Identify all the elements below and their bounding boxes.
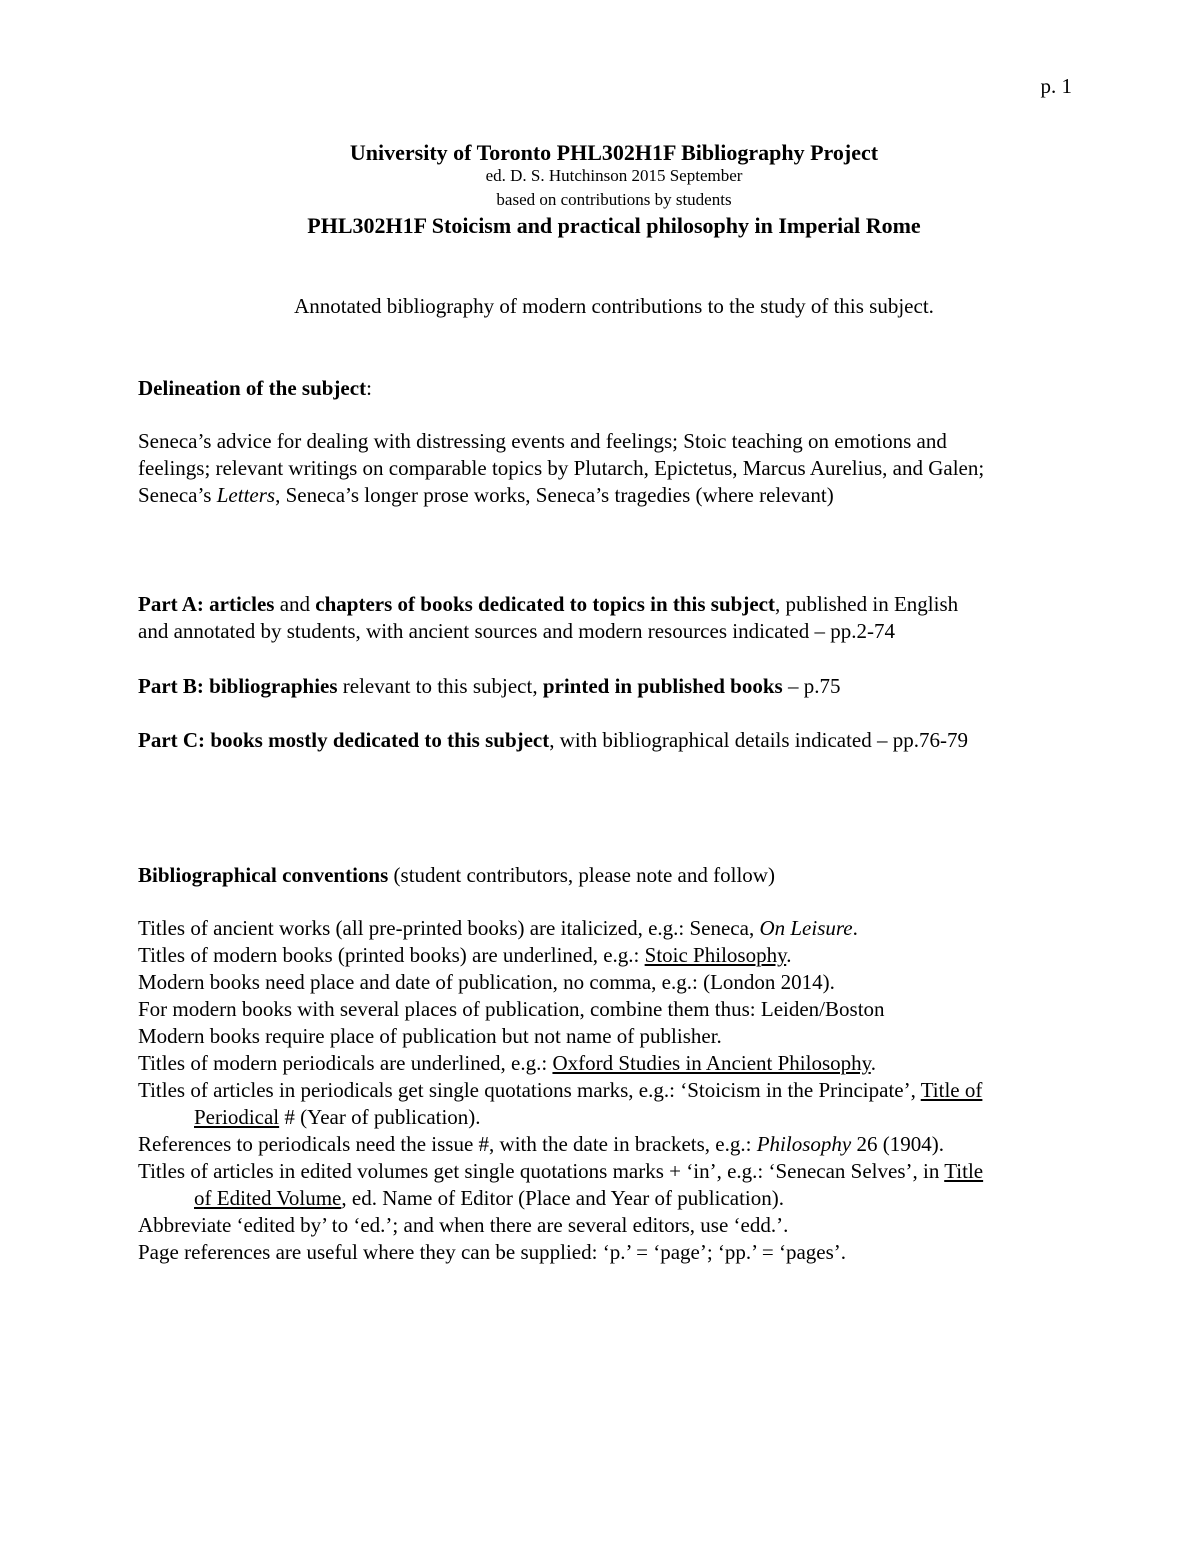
delineation-paragraph [138,428,1098,509]
convention-ancient-works [138,915,1098,942]
part-a-line-1 [138,591,1098,618]
delineation-line-3-end: , Seneca’s longer prose works, Seneca’s tragedies (where relevant) [275,483,834,507]
title-of-periodical-part-2: Periodical [194,1105,280,1129]
title-of-edited-volume-part-1: Title [944,1159,984,1183]
part-c-rest: , with bibliographical details indicated – pp.76-79 [549,728,968,752]
delineation-colon: : [366,376,372,400]
part-a-line-2: and annotated by students, with ancient sources and modern resources indicated – pp.2-74 [138,619,895,643]
part-b-label: Part B: [138,674,210,698]
convention-edited-volumes [138,1158,1098,1185]
convention-9-end: , ed. Name of Editor (Place and Year of publication). [341,1186,785,1210]
intro-line: Annotated bibliography of modern contributions to the study of this subject. [294,294,934,318]
convention-modern-books [138,942,1098,969]
convention-2-end: . [786,943,792,967]
delineation-line-3 [138,482,1098,509]
convention-page-references: Page references are useful where they can be supplied: ‘p.’ = ‘page’; ‘pp.’ = ‘pages’. [138,1240,847,1264]
part-a-articles: articles [209,592,275,616]
conventions-heading-text: Bibliographical conventions [138,863,389,887]
letters-title: Letters [216,483,276,507]
convention-edited-volumes-cont [138,1185,1098,1212]
editor-line: ed. D. S. Hutchinson 2015 September [485,166,743,185]
delineation-heading-text: Delineation of the subject [138,376,367,400]
project-title: University of Toronto PHL302H1F Bibliography Project [349,140,879,165]
philosophy-title: Philosophy [756,1132,852,1156]
part-a [138,591,1098,645]
convention-2-text: Titles of modern books (printed books) are underlined, e.g.: [138,943,645,967]
conventions-heading [138,862,1098,889]
convention-issue-number [138,1131,1098,1158]
oxford-studies-title: Oxford Studies in Ancient Philosophy [552,1051,871,1075]
page-number: p. 1 [1040,74,1072,98]
contributions-line: based on contributions by students [496,190,732,209]
convention-6-text: Titles of modern periodicals are underlined, e.g.: [138,1051,553,1075]
convention-articles-periodicals [138,1077,1098,1104]
part-a-chapters: chapters of books dedicated to topics in this subject [315,592,775,616]
convention-place-date: Modern books need place and date of publication, no comma, e.g.: (London 2014). [138,970,835,994]
on-leisure-title: On Leisure [759,916,853,940]
part-a-rest: , published in English [774,592,959,616]
title-of-edited-volume-part-2: of Edited Volume [194,1186,342,1210]
conventions-heading-note: (student contributors, please note and follow) [388,863,775,887]
course-title: PHL302H1F Stoicism and practical philosophy in Imperial Rome [307,213,921,238]
part-b [138,673,1098,700]
conventions-list [138,915,1098,1266]
stoic-philosophy-title: Stoic Philosophy [644,943,787,967]
part-c-label: Part C: [138,728,211,752]
convention-8-end: 26 (1904). [851,1132,944,1156]
part-c-books: books mostly dedicated to this subject [210,728,550,752]
part-b-line [138,673,1098,700]
convention-6-end: . [870,1051,877,1075]
convention-1-text: Titles of ancient works (all pre-printed books) are italicized, e.g.: Seneca, [138,916,760,940]
convention-9-text: Titles of articles in edited volumes get single quotations marks + ‘in’, e.g.: ‘Senecan Selves’, in [138,1159,945,1183]
convention-7-text: Titles of articles in periodicals get single quotations marks, e.g.: ‘Stoicism in the Principate’, [138,1078,921,1102]
convention-abbreviate: Abbreviate ‘edited by’ to ‘ed.’; and when there are several editors, use ‘edd.’. [138,1213,789,1237]
convention-articles-periodicals-cont [138,1104,1098,1131]
part-a-label: Part A: [138,592,210,616]
part-b-relevant: relevant to this subject, [337,674,543,698]
part-c-line [138,727,1098,754]
convention-several-places: For modern books with several places of publication, combine them thus: Leiden/Boston [138,997,885,1021]
delineation-line-1: Seneca’s advice for dealing with distressing events and feelings; Stoic teaching on emotions and [138,429,947,453]
part-b-printed: printed in published books [542,674,783,698]
convention-7-end: # (Year of publication). [279,1105,481,1129]
part-c [138,727,1098,754]
convention-periodicals [138,1050,1098,1077]
part-b-pages: – p.75 [782,674,841,698]
part-a-and: and [274,592,316,616]
convention-publisher: Modern books require place of publication but not name of publisher. [138,1024,722,1048]
title-of-periodical-part-1: Title of [920,1078,983,1102]
part-b-bibliographies: bibliographies [209,674,338,698]
convention-8-text: References to periodicals need the issue #, with the date in brackets, e.g.: [138,1132,757,1156]
delineation-line-2: feelings; relevant writings on comparable topics by Plutarch, Epictetus, Marcus Aurelius, and Galen; [138,456,985,480]
convention-1-end: . [852,916,858,940]
delineation-line-3-start: Seneca’s [138,483,217,507]
delineation-heading [138,375,1098,402]
